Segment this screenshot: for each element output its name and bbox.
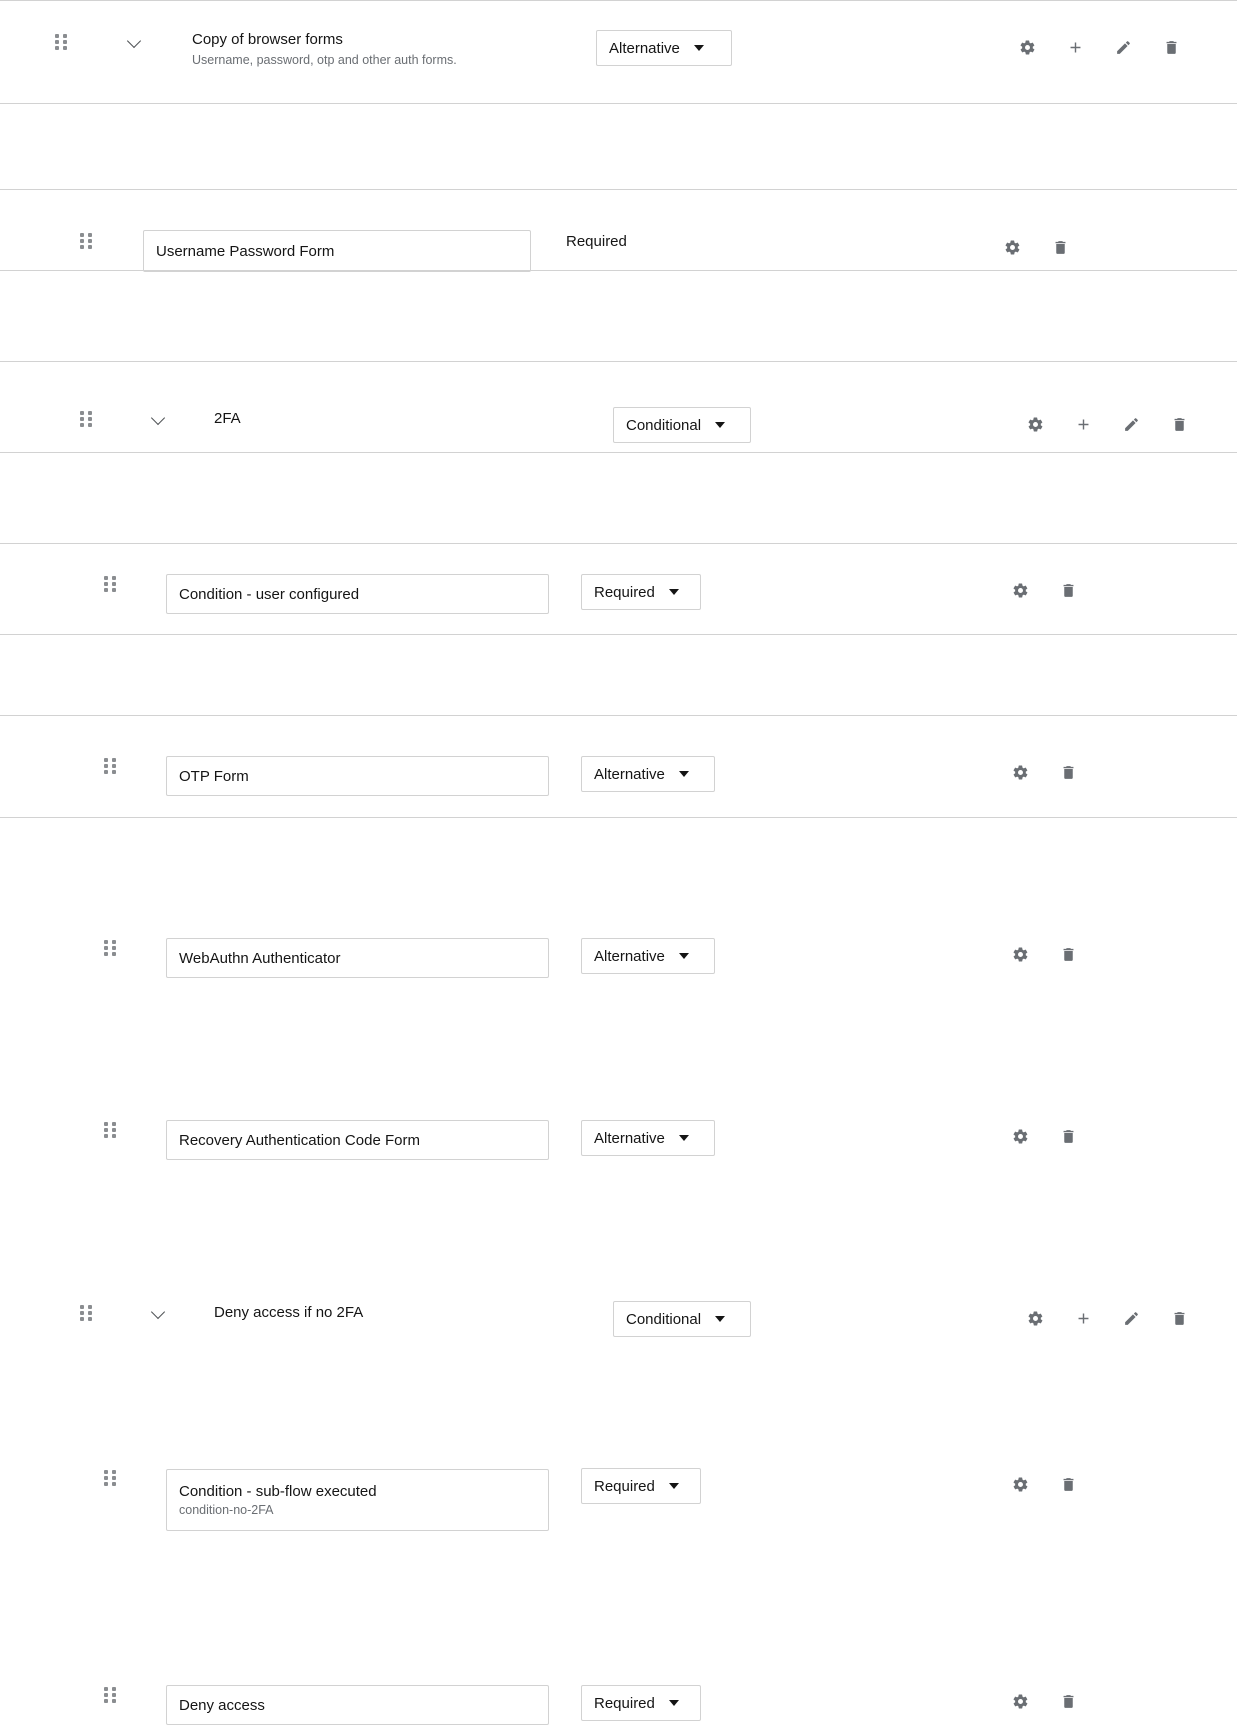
execution-name-box[interactable] (166, 1120, 549, 1160)
requirement-value: Alternative (594, 765, 665, 783)
requirement-select[interactable] (596, 30, 732, 66)
flow-description: Username, password, otp and other auth forms. (192, 53, 457, 67)
requirement-select[interactable] (613, 1301, 751, 1337)
requirement-value: Conditional (626, 1310, 702, 1328)
pencil-icon[interactable] (1106, 30, 1140, 64)
execution-name: OTP Form (179, 767, 249, 785)
execution-name-box[interactable] (166, 1469, 549, 1531)
execution-name: Condition - user configured (179, 585, 360, 603)
requirement-value: Alternative (609, 39, 680, 57)
requirement-value: Required (594, 1477, 655, 1495)
trash-icon[interactable] (1051, 1684, 1085, 1718)
execution-name: Deny access (179, 1696, 265, 1714)
requirement-value: Conditional (626, 416, 702, 434)
gear-icon[interactable] (1003, 1119, 1037, 1153)
trash-icon[interactable] (1051, 1467, 1085, 1501)
chevron-down-icon[interactable] (124, 30, 146, 52)
plus-icon[interactable] (1066, 1301, 1100, 1335)
chevron-down-icon (669, 1700, 679, 1706)
subflow-name: Deny access if no 2FA (214, 1304, 364, 1321)
gear-icon[interactable] (1003, 1467, 1037, 1501)
requirement-value: Alternative (594, 947, 665, 965)
plus-icon[interactable] (1058, 30, 1092, 64)
chevron-down-icon (715, 1316, 725, 1322)
drag-handle-icon[interactable] (54, 33, 68, 51)
requirement-value: Alternative (594, 1129, 665, 1147)
execution-name: WebAuthn Authenticator (179, 949, 341, 967)
chevron-down-icon (679, 1135, 689, 1141)
execution-name: Condition - sub-flow executed (179, 1483, 377, 1500)
requirement-select[interactable] (581, 1685, 701, 1721)
drag-handle-icon[interactable] (103, 1686, 117, 1704)
execution-name-box[interactable] (166, 1685, 549, 1725)
requirement-value: Required (594, 1694, 655, 1712)
execution-name: Recovery Authentication Code Form (179, 1131, 420, 1149)
flow-row-top (0, 0, 1237, 104)
requirement-select[interactable] (581, 1468, 701, 1504)
gear-icon[interactable] (1010, 30, 1044, 64)
flow-title-block (192, 30, 457, 69)
chevron-down-icon[interactable] (148, 1301, 170, 1323)
flow-name: Copy of browser forms (192, 31, 343, 48)
execution-alias: condition-no-2FA (179, 1503, 274, 1517)
trash-icon[interactable] (1051, 937, 1085, 971)
execution-name-box[interactable] (166, 938, 549, 978)
execution-name: Username Password Form (156, 242, 335, 260)
requirement-value: Required (594, 583, 655, 601)
row-actions (1003, 1684, 1085, 1718)
drag-handle-icon[interactable] (103, 1121, 117, 1139)
trash-icon[interactable] (1162, 1301, 1196, 1335)
subflow-name: 2FA (214, 410, 241, 427)
drag-handle-icon[interactable] (79, 1304, 93, 1322)
chevron-down-icon (679, 953, 689, 959)
execution-row (0, 104, 1237, 260)
row-actions (1018, 1301, 1196, 1335)
drag-handle-icon[interactable] (103, 939, 117, 957)
row-actions (1003, 937, 1085, 971)
row-actions (1003, 1467, 1085, 1501)
gear-icon[interactable] (1003, 1684, 1037, 1718)
pencil-icon[interactable] (1114, 1301, 1148, 1335)
trash-icon[interactable] (1154, 30, 1188, 64)
gear-icon[interactable] (1018, 1301, 1052, 1335)
chevron-down-icon (694, 45, 704, 51)
chevron-down-icon (669, 1483, 679, 1489)
requirement-label: Required (566, 233, 627, 250)
subflow-row (0, 190, 1237, 434)
requirement-select[interactable] (581, 1120, 715, 1156)
row-actions (1010, 30, 1188, 64)
trash-icon[interactable] (1051, 1119, 1085, 1153)
drag-handle-icon[interactable] (103, 1469, 117, 1487)
gear-icon[interactable] (1003, 937, 1037, 971)
row-actions (1003, 1119, 1085, 1153)
requirement-select[interactable] (581, 938, 715, 974)
